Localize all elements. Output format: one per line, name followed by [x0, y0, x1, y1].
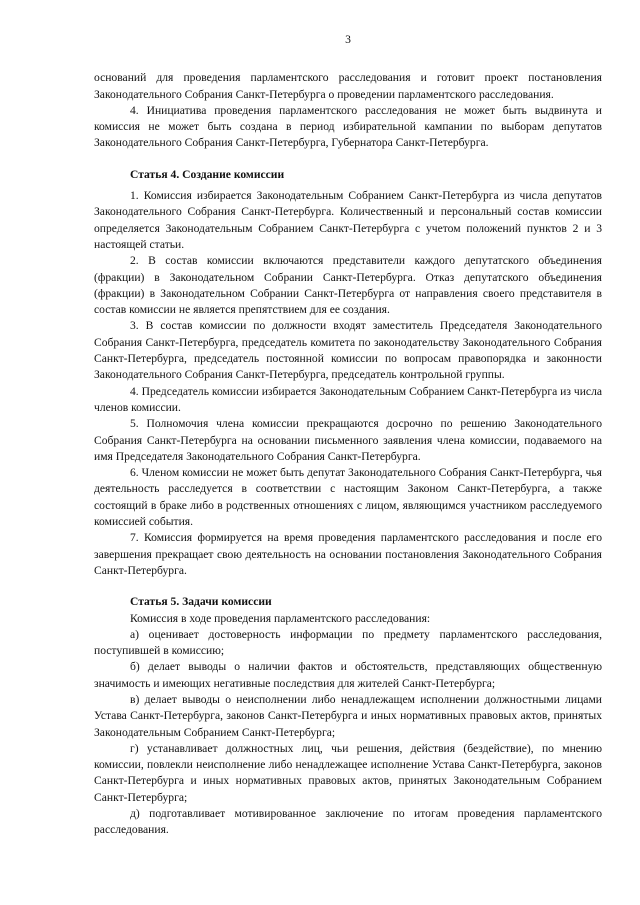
article-5-item: а) оценивает достоверность информации по предмету парламентского расследования, поступившей в комиссию;	[94, 627, 602, 658]
article-4-paragraph: 6. Членом комиссии не может быть депутат Законодательного Собрания Санкт-Петербурга, чья деятельность расследуется в соответствии с настоящим Законом Санкт-Петербурга, а также состоящий в браке либо в родственных отношениях с лицом, являющимся участником расследуемого комиссией события.	[94, 466, 602, 529]
article-4-paragraph: 7. Комиссия формируется на время проведения парламентского расследования и после его завершения прекращает свою деятельность на основании постановления Законодательного Собрания Санкт-Петербурга.	[94, 531, 602, 577]
article-4-paragraph: 3. В состав комиссии по должности входят заместитель Председателя Законодательного Собрания Санкт-Петербурга, председатель комитета по законодательству Законодательного Собрания Санкт-Петербурга, председатель постоянной комиссии по вопросам правопорядка и законности Законодательного Собрания Санкт-Петербурга, председатель контрольной группы.	[94, 319, 602, 382]
article-5-title: Статья 5. Задачи комиссии	[130, 595, 272, 609]
article-5-lead: Комиссия в ходе проведения парламентского расследования:	[130, 611, 431, 625]
article-4-title: Статья 4. Создание комиссии	[130, 167, 285, 181]
article-4-paragraph: 1. Комиссия избирается Законодательным Собранием Санкт-Петербурга из числа депутатов Законодательного Собрания Санкт-Петербурга. Количественный и персональный состав комиссии определяется Законодательным Собранием Санкт-Петербурга с учетом положений пунктов 2 и 3 настоящей статьи.	[94, 189, 602, 251]
article-4-paragraph: 4. Председатель комиссии избирается Законодательным Собранием Санкт-Петербурга из числа членов комиссии.	[94, 384, 602, 414]
intro-paragraph: 4. Инициатива проведения парламентского расследования не может быть выдвинута и комиссия не может быть создана в период избирательной кампании по выборам депутатов Законодательного Собрания Санкт-Петербурга, Губернатора Санкт-Петербурга.	[94, 103, 602, 150]
article-5-item: в) делает выводы о неисполнении либо ненадлежащем исполнении должностными лицами Устава Санкт-Петербурга, законов Санкт-Петербурга и иных нормативных правовых актов, принятых Законодательным Собранием Санкт-Петербурга;	[94, 692, 602, 739]
page-number: 3	[345, 33, 351, 46]
intro-paragraph: оснований для проведения парламентского расследования и готовит проект постановления Законодательного Собрания Санкт-Петербурга о проведении парламентского расследования.	[94, 71, 602, 101]
article-5-item: д) подготавливает мотивированное заключение по итогам проведения парламентского расследования.	[94, 807, 602, 837]
article-4-paragraph: 5. Полномочия члена комиссии прекращаются досрочно по решению Законодательного Собрания Санкт-Петербурга на основании письменного заявления члена комиссии, подаваемого на имя Председателя Законодательного Собрания Санкт-Петербурга.	[94, 417, 602, 463]
article-5-item: г) устанавливает должностных лиц, чьи решения, действия (бездействие), по мнению комиссии, повлекли неисполнение либо ненадлежащее исполнение Устава Санкт-Петербурга, законов Санкт-Петербурга и иных нормативных правовых актов, принятых Законодательным Собранием Санкт-Петербурга;	[94, 741, 602, 804]
article-4-paragraph: 2. В состав комиссии включаются представители каждого депутатского объединения (фракции) в Законодательном Собрании Санкт-Петербурга. Отказ депутатского объединения (фракции) в Законодательном Собрании Санкт-Петербурга от направления своего представителя в состав комиссии не является препятствием для ее создания.	[94, 254, 602, 317]
article-5-item: б) делает выводы о наличии фактов и обстоятельств, представляющих общественную значимость и имеющих негативные последствия для жителей Санкт-Петербурга;	[94, 660, 602, 690]
